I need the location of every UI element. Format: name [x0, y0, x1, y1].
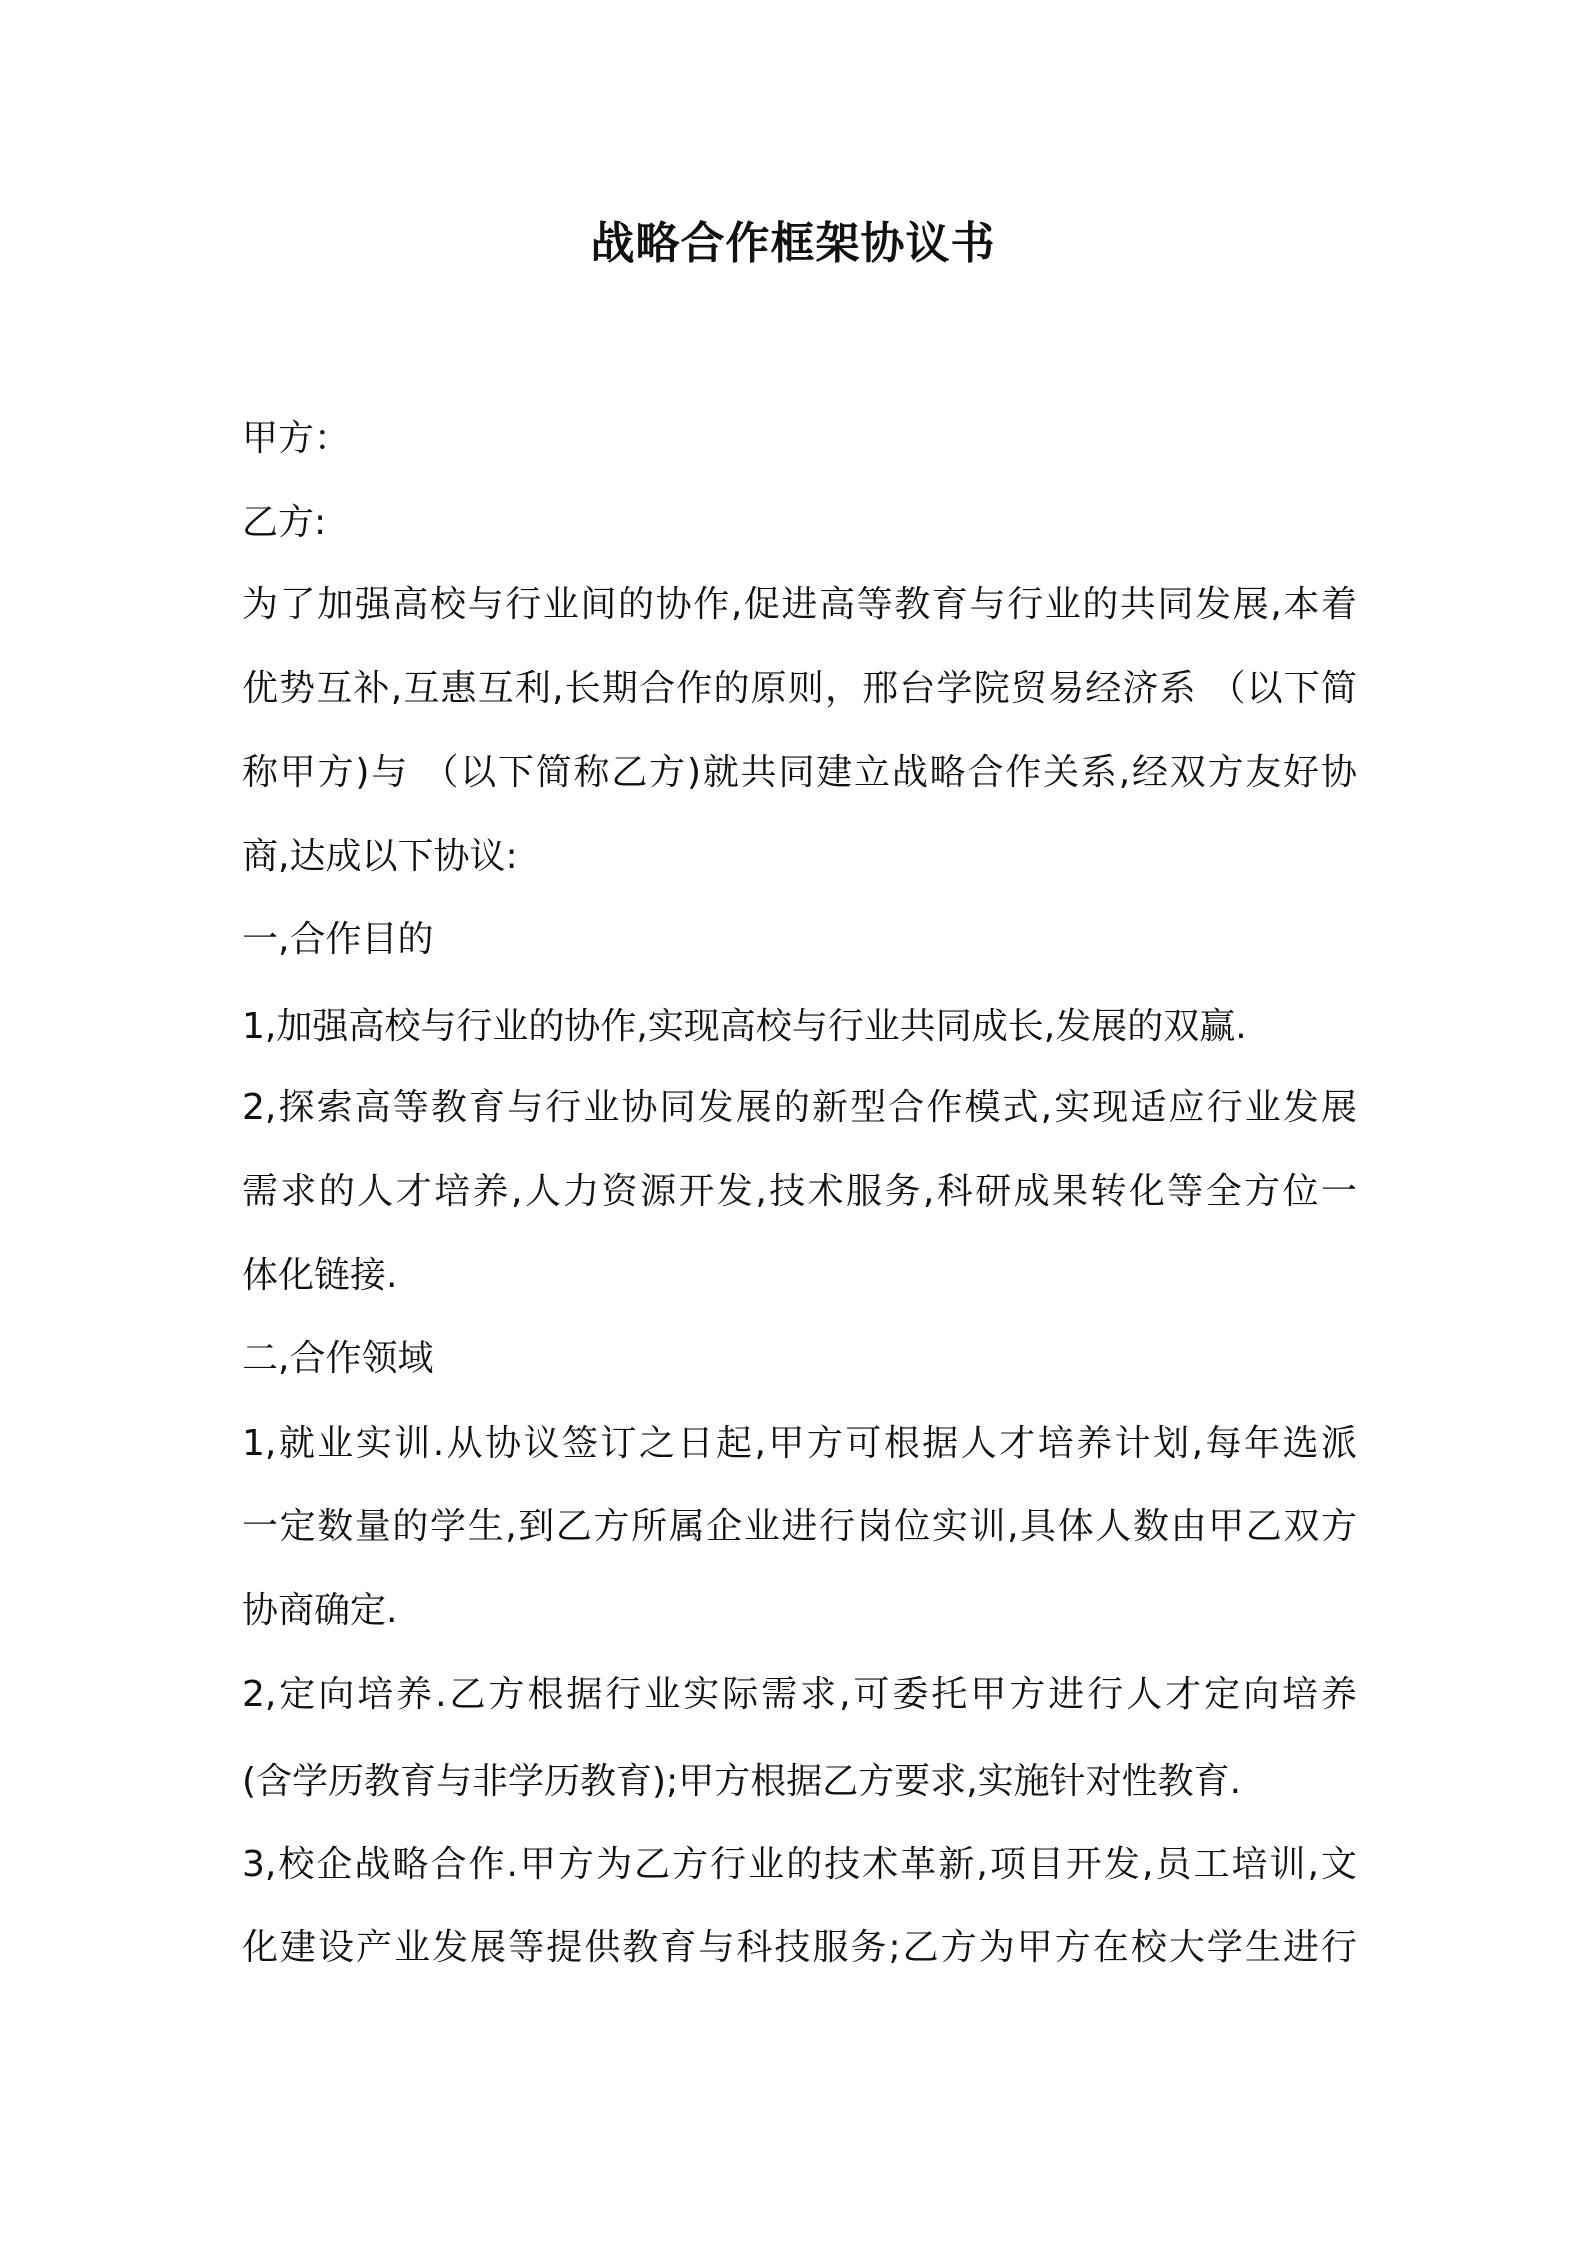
paragraph-line: 1,加强高校与行业的协作,实现高校与行业共同成长,发展的双赢. — [242, 1006, 1247, 1047]
intro-line: 为了加强高校与行业间的协作,促进高等教育与行业的共同发展,本着 — [242, 584, 1357, 625]
intro-line: 商,达成以下协议: — [242, 836, 518, 877]
section-heading: 二,合作领域 — [242, 1338, 434, 1379]
paragraph-line: 3,校企战略合作.甲方为乙方行业的技术革新,项目开发,员工培训,文 — [242, 1844, 1357, 1885]
paragraph-line: (含学历教育与非学历教育);甲方根据乙方要求,实施针对性教育. — [242, 1761, 1242, 1802]
party-a-line: 甲方： — [242, 418, 351, 459]
paragraph-line: 2,探索高等教育与行业协同发展的新型合作模式,实现适应行业发展 — [242, 1087, 1357, 1128]
intro-line: 优势互补,互惠互利,长期合作的原则，邢台学院贸易经济系 （以下简 — [242, 668, 1357, 709]
intro-line: 称甲方)与 （以下简称乙方)就共同建立战略合作关系,经双方友好协 — [242, 752, 1357, 793]
paragraph-line: 化建设产业发展等提供教育与科技服务;乙方为甲方在校大学生进行 — [242, 1927, 1357, 1968]
paragraph-line: 一定数量的学生,到乙方所属企业进行岗位实训,具体人数由甲乙双方 — [242, 1506, 1357, 1547]
paragraph-line: 协商确定. — [242, 1590, 398, 1631]
paragraph-line: 2,定向培养.乙方根据行业实际需求,可委托甲方进行人才定向培养 — [242, 1674, 1357, 1715]
paragraph-line: 需求的人才培养,人力资源开发,技术服务,科研成果转化等全方位一 — [242, 1171, 1357, 1212]
party-b-line: 乙方: — [242, 502, 327, 543]
paragraph-line: 1,就业实训.从协议签订之日起,甲方可根据人才培养计划,每年选派 — [242, 1423, 1357, 1464]
section-heading: 一,合作目的 — [242, 919, 434, 960]
document-title: 战略合作框架协议书 — [590, 218, 996, 269]
paragraph-line: 体化链接. — [242, 1255, 398, 1296]
